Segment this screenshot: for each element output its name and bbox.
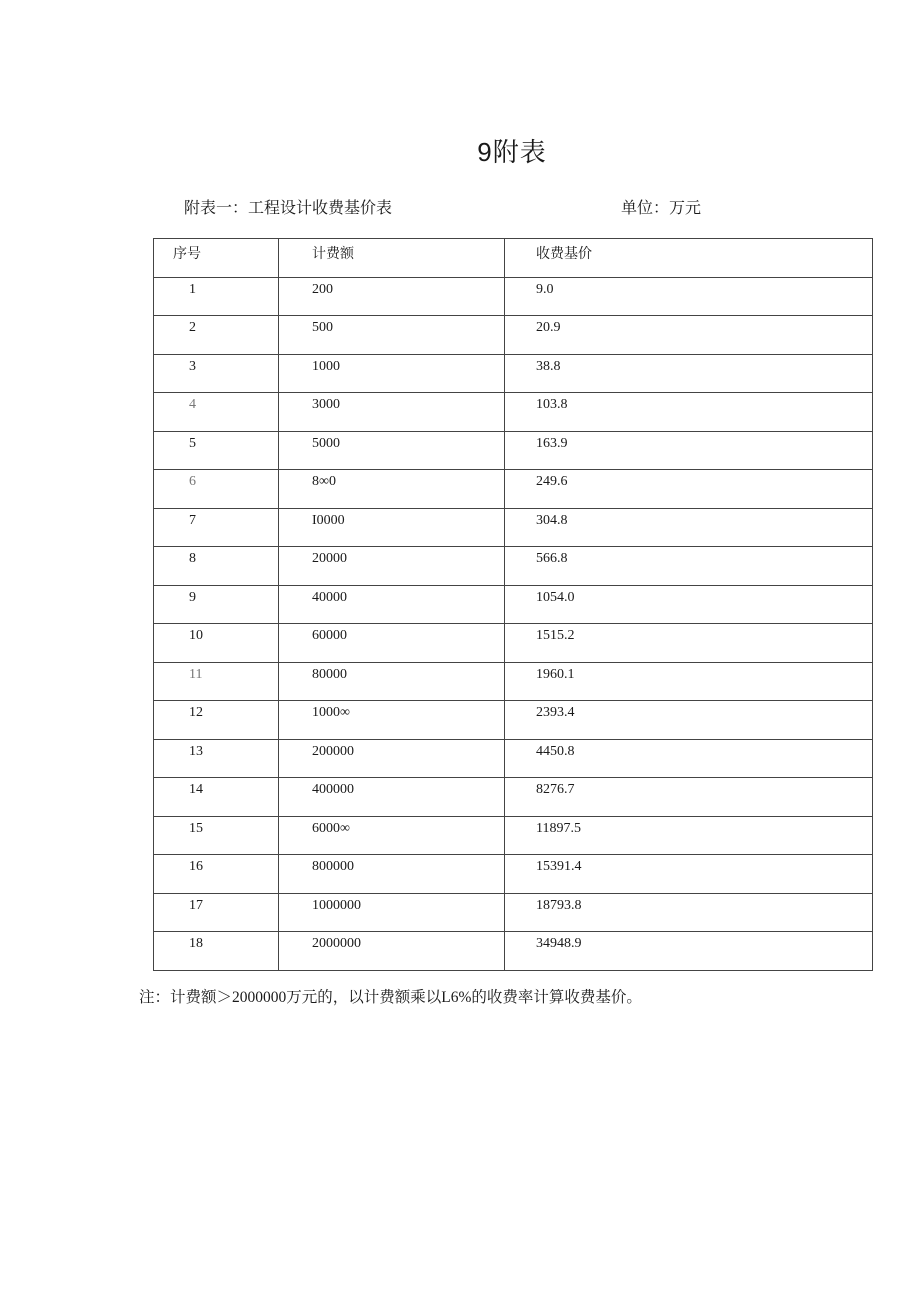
row-no-cell: 3 (154, 354, 279, 393)
table-row (154, 316, 873, 355)
table-row (154, 932, 873, 971)
header-cell-base: 收费基价 (505, 239, 873, 278)
row-base-cell: 1515.2 (505, 624, 873, 663)
table-row (154, 508, 873, 547)
row-base-cell: 8276.7 (505, 778, 873, 817)
row-amount-cell: I0000 (279, 508, 505, 547)
row-amount-cell: 200000 (279, 739, 505, 778)
row-amount-cell: 800000 (279, 855, 505, 894)
row-amount-cell: 80000 (279, 662, 505, 701)
row-amount-cell: 400000 (279, 778, 505, 817)
table-row (154, 662, 873, 701)
row-amount-cell: 60000 (279, 624, 505, 663)
row-base-cell: 11897.5 (505, 816, 873, 855)
row-amount-cell: 200 (279, 277, 505, 316)
row-no-cell: 18 (154, 932, 279, 971)
fee-table (153, 238, 873, 971)
row-base-cell: 249.6 (505, 470, 873, 509)
row-no-cell: 1 (154, 277, 279, 316)
row-amount-cell: 40000 (279, 585, 505, 624)
row-base-cell: 566.8 (505, 547, 873, 586)
table-row (154, 585, 873, 624)
row-no-cell: 7 (154, 508, 279, 547)
row-base-cell: 18793.8 (505, 893, 873, 932)
table-row (154, 547, 873, 586)
page-title: 9附表 (477, 137, 547, 167)
row-no-cell: 16 (154, 855, 279, 894)
row-no-cell: 4 (154, 393, 279, 432)
row-no-cell: 14 (154, 778, 279, 817)
row-base-cell: 20.9 (505, 316, 873, 355)
row-no-cell: 9 (154, 585, 279, 624)
table-caption: 附表一：工程设计收费基价表 (184, 200, 393, 217)
row-base-cell: 163.9 (505, 431, 873, 470)
row-amount-cell: 8∞0 (279, 470, 505, 509)
row-no-cell: 17 (154, 893, 279, 932)
row-base-cell: 1054.0 (505, 585, 873, 624)
row-amount-cell: 3000 (279, 393, 505, 432)
row-base-cell: 34948.9 (505, 932, 873, 971)
row-no-cell: 12 (154, 701, 279, 740)
row-amount-cell: 2000000 (279, 932, 505, 971)
row-no-cell: 6 (154, 470, 279, 509)
row-amount-cell: 1000000 (279, 893, 505, 932)
row-no-cell: 10 (154, 624, 279, 663)
row-no-cell: 13 (154, 739, 279, 778)
table-row (154, 354, 873, 393)
table-row (154, 393, 873, 432)
row-amount-cell: 5000 (279, 431, 505, 470)
row-base-cell: 4450.8 (505, 739, 873, 778)
row-amount-cell: 500 (279, 316, 505, 355)
row-no-cell: 15 (154, 816, 279, 855)
row-amount-cell: 1000 (279, 354, 505, 393)
header-cell-amount: 计费额 (279, 239, 505, 278)
table-header-row (154, 239, 873, 278)
table-row (154, 893, 873, 932)
table-row (154, 816, 873, 855)
row-base-cell: 9.0 (505, 277, 873, 316)
table-row (154, 701, 873, 740)
row-base-cell: 1960.1 (505, 662, 873, 701)
row-no-cell: 2 (154, 316, 279, 355)
row-amount-cell: 6000∞ (279, 816, 505, 855)
table-row (154, 470, 873, 509)
header-cell-no: 序号 (154, 239, 279, 278)
row-amount-cell: 20000 (279, 547, 505, 586)
table-row (154, 778, 873, 817)
table-row (154, 277, 873, 316)
row-no-cell: 5 (154, 431, 279, 470)
row-base-cell: 304.8 (505, 508, 873, 547)
table-row (154, 739, 873, 778)
table-row (154, 624, 873, 663)
row-base-cell: 2393.4 (505, 701, 873, 740)
unit-label: 单位：万元 (621, 200, 702, 217)
table-row (154, 431, 873, 470)
row-no-cell: 11 (154, 662, 279, 701)
footnote: 注：计费额＞2000000万元的，以计费额乘以L6%的收费率计算收费基价。 (139, 989, 642, 1006)
row-base-cell: 15391.4 (505, 855, 873, 894)
row-amount-cell: 1000∞ (279, 701, 505, 740)
table-row (154, 855, 873, 894)
row-no-cell: 8 (154, 547, 279, 586)
row-base-cell: 103.8 (505, 393, 873, 432)
row-base-cell: 38.8 (505, 354, 873, 393)
